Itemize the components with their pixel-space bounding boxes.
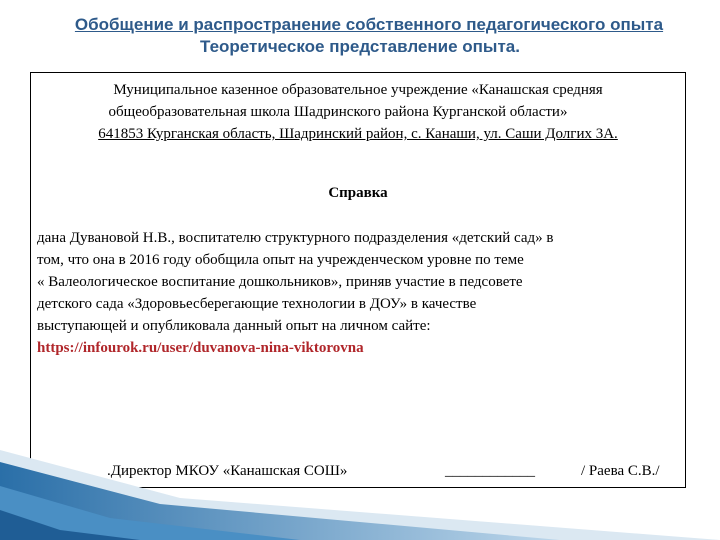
document-body <box>37 227 677 359</box>
org-address: 641853 Курганская область, Шадринский район, с. Канаши, ул. Саши Долгих 3А. <box>98 126 618 142</box>
signature-position: .Директор МКОУ «Канашская СОШ» <box>107 463 348 479</box>
signature-name: / Раева С.В./ <box>581 463 660 479</box>
signature-line: ____________ <box>445 463 535 479</box>
slide-title <box>0 14 720 58</box>
slide-title-line2: Теоретическое представление опыта. <box>200 37 520 56</box>
org-line-1: Муниципальное казенное образовательное учреждение «Канашская средняя <box>113 82 603 98</box>
slide-title-line1: Обобщение и распространение собственного педагогического опыта <box>74 15 664 34</box>
organization-header <box>31 79 685 145</box>
body-line: том, что она в 2016 году обобщила опыт на учрежденческом уровне по теме <box>37 252 524 268</box>
body-line: дана Дувановой Н.В., воспитателю структурного подразделения «детский сад» в <box>37 230 554 246</box>
body-line: детского сада «Здоровьесберегающие технологии в ДОУ» в качестве <box>37 296 477 312</box>
decorative-swoosh <box>0 440 720 540</box>
body-line: выступающей и опубликовала данный опыт на личном сайте: <box>37 318 431 334</box>
profile-link[interactable]: https://infourok.ru/user/duvanova-nina-viktorovna <box>37 340 364 356</box>
body-line: « Валеологическое воспитание дошкольников», приняв участие в педсовете <box>37 274 523 290</box>
document-heading: Справка <box>328 185 388 201</box>
certificate-document <box>30 72 686 488</box>
org-line-2: общеобразовательная школа Шадринского района Курганской области» <box>108 104 568 120</box>
